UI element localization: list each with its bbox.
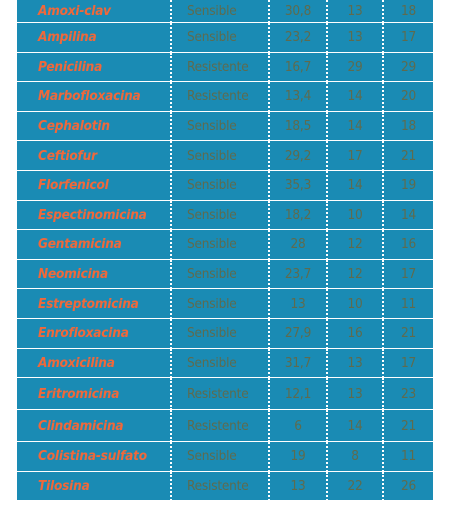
value-cell-1: 31,7	[269, 348, 327, 378]
value-cell-3: 20	[383, 82, 433, 112]
value-cell-1: 23,2	[269, 23, 327, 53]
drug-name-cell: Gentamicina	[17, 230, 171, 260]
value-cell-3: 11	[383, 289, 433, 319]
value-cell-2: 14	[327, 410, 383, 442]
value-cell-3: 23	[383, 378, 433, 410]
value-cell-1: 29,2	[269, 141, 327, 171]
empty-cell	[17, 501, 171, 531]
table-row	[17, 0, 433, 23]
result-cell: Sensible	[171, 442, 269, 472]
table-row	[17, 111, 433, 141]
value-cell-1: 13,4	[269, 82, 327, 112]
table-row	[17, 318, 433, 348]
value-cell-1: 16,7	[269, 52, 327, 82]
value-cell-1: 28	[269, 230, 327, 260]
value-cell-2: 12	[327, 259, 383, 289]
result-cell: Sensible	[171, 170, 269, 200]
value-cell-3: 17	[383, 23, 433, 53]
drug-name-cell: Amoxicilina	[17, 348, 171, 378]
value-cell-2: 17	[327, 141, 383, 171]
empty-cell	[269, 501, 327, 531]
drug-name-cell: Marbofloxacina	[17, 82, 171, 112]
result-cell: Sensible	[171, 0, 269, 23]
value-cell-3: 19	[383, 170, 433, 200]
value-cell-1: 27,9	[269, 318, 327, 348]
table-row	[17, 410, 433, 442]
value-cell-3: 29	[383, 52, 433, 82]
value-cell-3: 14	[383, 200, 433, 230]
result-cell: Resistente	[171, 471, 269, 501]
table-row	[17, 378, 433, 410]
table-row	[17, 82, 433, 112]
result-cell: Sensible	[171, 200, 269, 230]
value-cell-3: 18	[383, 111, 433, 141]
value-cell-2: 13	[327, 378, 383, 410]
table-row	[17, 52, 433, 82]
drug-name-cell: Eritromicina	[17, 378, 171, 410]
table-row	[17, 289, 433, 319]
drug-name-cell: Neomicina	[17, 259, 171, 289]
table-row	[17, 200, 433, 230]
value-cell-3: 17	[383, 348, 433, 378]
value-cell-3: 18	[383, 0, 433, 23]
result-cell: Resistente	[171, 82, 269, 112]
table-row	[17, 442, 433, 472]
value-cell-1: 13	[269, 471, 327, 501]
value-cell-2: 22	[327, 471, 383, 501]
table-row	[17, 141, 433, 171]
result-cell: Sensible	[171, 23, 269, 53]
drug-name-cell: Penicilina	[17, 52, 171, 82]
value-cell-3: 16	[383, 230, 433, 260]
table-row	[17, 230, 433, 260]
value-cell-3: 26	[383, 471, 433, 501]
value-cell-1: 18,2	[269, 200, 327, 230]
value-cell-2: 16	[327, 318, 383, 348]
value-cell-1: 6	[269, 410, 327, 442]
table-body	[17, 0, 433, 530]
drug-name-cell: Ampilina	[17, 23, 171, 53]
value-cell-1: 35,3	[269, 170, 327, 200]
value-cell-3: 17	[383, 259, 433, 289]
value-cell-1: 30,8	[269, 0, 327, 23]
drug-name-cell: Florfenicol	[17, 170, 171, 200]
value-cell-2: 13	[327, 0, 383, 23]
drug-name-cell: Enrofloxacina	[17, 318, 171, 348]
value-cell-1: 23,7	[269, 259, 327, 289]
value-cell-2: 10	[327, 289, 383, 319]
drug-name-cell: Tilosina	[17, 471, 171, 501]
value-cell-2: 14	[327, 170, 383, 200]
result-cell: Sensible	[171, 111, 269, 141]
drug-name-cell: Espectinomicina	[17, 200, 171, 230]
result-cell: Sensible	[171, 230, 269, 260]
drug-name-cell: Estreptomicina	[17, 289, 171, 319]
empty-cell	[327, 501, 383, 531]
table-row-cut-off	[17, 501, 433, 531]
drug-name-cell: Colistina-sulfato	[17, 442, 171, 472]
value-cell-2: 12	[327, 230, 383, 260]
value-cell-3: 21	[383, 318, 433, 348]
value-cell-3: 11	[383, 442, 433, 472]
value-cell-2: 14	[327, 111, 383, 141]
result-cell: Sensible	[171, 318, 269, 348]
empty-cell	[383, 501, 433, 531]
value-cell-1: 13	[269, 289, 327, 319]
result-cell: Resistente	[171, 52, 269, 82]
value-cell-2: 10	[327, 200, 383, 230]
result-cell: Resistente	[171, 410, 269, 442]
value-cell-2: 13	[327, 348, 383, 378]
result-cell: Sensible	[171, 348, 269, 378]
value-cell-1: 12,1	[269, 378, 327, 410]
table-row	[17, 471, 433, 501]
drug-name-cell: Amoxi-clav	[17, 0, 171, 23]
value-cell-1: 18,5	[269, 111, 327, 141]
antibiogram-table-panel	[17, 0, 433, 500]
value-cell-3: 21	[383, 141, 433, 171]
value-cell-2: 13	[327, 23, 383, 53]
drug-name-cell: Ceftiofur	[17, 141, 171, 171]
value-cell-1: 19	[269, 442, 327, 472]
table-row	[17, 259, 433, 289]
value-cell-2: 14	[327, 82, 383, 112]
value-cell-3: 21	[383, 410, 433, 442]
drug-name-cell: Cephalotin	[17, 111, 171, 141]
result-cell: Sensible	[171, 289, 269, 319]
result-cell: Sensible	[171, 141, 269, 171]
result-cell: Resistente	[171, 378, 269, 410]
table-row	[17, 348, 433, 378]
drug-name-cell: Clindamicina	[17, 410, 171, 442]
table-row	[17, 170, 433, 200]
value-cell-2: 29	[327, 52, 383, 82]
value-cell-2: 8	[327, 442, 383, 472]
table-row	[17, 23, 433, 53]
result-cell: Sensible	[171, 259, 269, 289]
antibiogram-table	[17, 0, 433, 531]
empty-cell	[171, 501, 269, 531]
